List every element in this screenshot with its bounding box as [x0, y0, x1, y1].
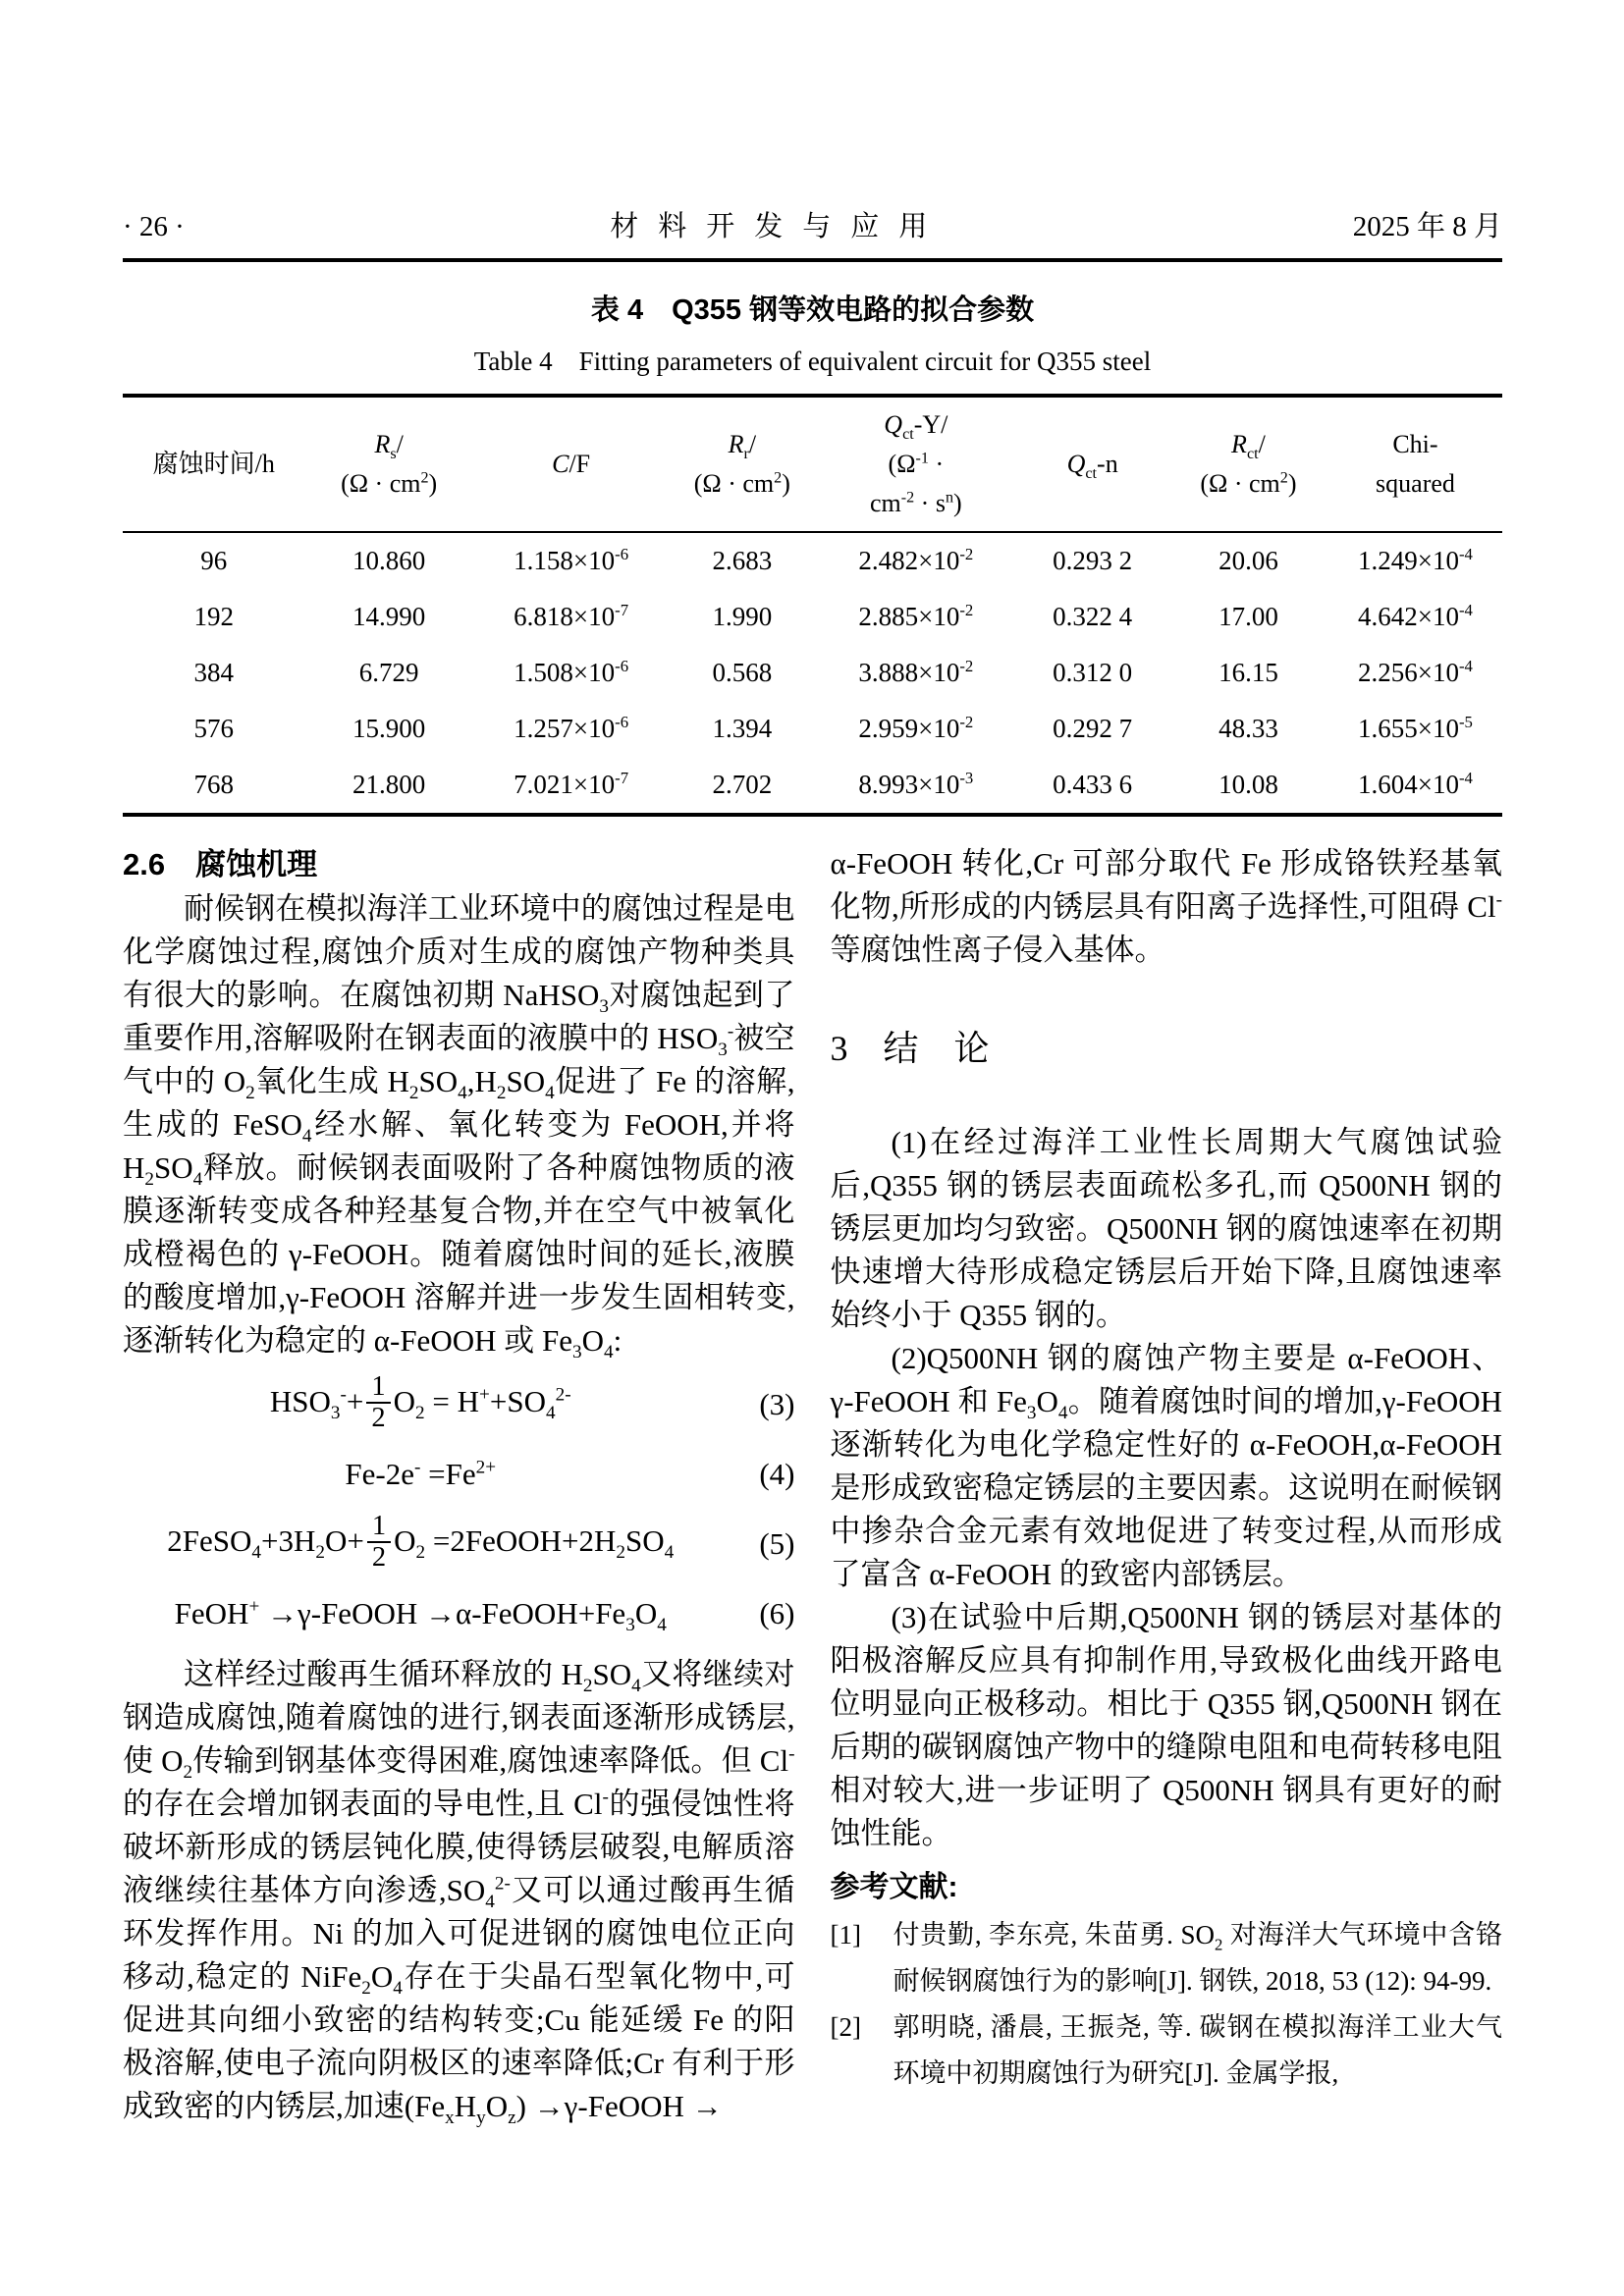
- reference-item: [831, 1912, 1503, 2004]
- table-cell: $8.993\times 10^{-3}$: [858, 769, 974, 799]
- column-header: $R_{ct}/$ $(\Omega \cdot cm^2)$: [1200, 430, 1297, 498]
- table-cell: 10.08: [1218, 770, 1278, 799]
- reference-marker: [2]: [830, 2012, 861, 2042]
- column-header: C/F: [552, 450, 591, 478]
- table-cell: $1.508\times 10^{-6}$: [514, 657, 629, 687]
- fitting-parameters-table: [123, 394, 1502, 817]
- equation-3: [123, 1371, 795, 1435]
- column-header: $Q_{ct}-n$: [1066, 450, 1118, 483]
- table-body: [123, 532, 1502, 815]
- body-columns: [123, 842, 1502, 2128]
- equation-body: $Fe-2e^- =Fe^{2+}$: [345, 1456, 497, 1491]
- table-cell: 1.990: [712, 602, 773, 631]
- page-header: [123, 211, 1502, 242]
- reference-text: 付贵勤, 李东亮, 朱苗勇. $SO_2$ 对海洋大气环境中含铬耐候钢腐蚀行为的影响[J]. 钢铁, 2018, 53 (12): 94-99.: [893, 1920, 1502, 1996]
- table-cell: 16.15: [1218, 658, 1278, 687]
- table-cell: 96: [200, 546, 228, 575]
- table-cell: 15.900: [352, 714, 426, 743]
- table-cell: $1.604\times 10^{-4}$: [1357, 769, 1473, 799]
- body-paragraph: α-FeOOH 转化,Cr 可部分取代 Fe 形成铬铁羟基氧化物,所形成的内锈层具有阳离子选择性,可阻碍 Cl-等腐蚀性离子侵入基体。: [830, 846, 1502, 967]
- table-cell: $4.642\times 10^{-4}$: [1357, 601, 1473, 631]
- conclusion-item-2: (2)Q500NH 钢的腐蚀产物主要是 α-FeOOH、γ-FeOOH 和 $Fe_3O_4$。随着腐蚀时间的增加,γ-FeOOH 逐渐转化为电化学稳定性好的 α-FeOOH,α-FeOOH 是形成致密稳定锈层的主要因素。这说明在耐候钢中掺杂合金元素有效地促进了转变过程,从而形成了富含 α-FeOOH 的致密内部锈层。: [830, 1341, 1502, 1591]
- table-cell: 2.683: [712, 546, 773, 575]
- table-cell: 17.00: [1218, 602, 1278, 631]
- equation-number: (6): [759, 1595, 795, 1630]
- table-cell: 0.293 2: [1053, 546, 1133, 575]
- table-cell: $1.249\times 10^{-4}$: [1357, 545, 1473, 575]
- table-row: [123, 701, 1502, 757]
- table-cell: 20.06: [1218, 546, 1278, 575]
- table-cell: 192: [193, 602, 234, 631]
- header-rule: [123, 258, 1502, 262]
- table-row: [123, 589, 1502, 645]
- right-column: [831, 842, 1503, 2128]
- reference-item: [831, 2004, 1503, 2097]
- conclusion-heading: 3 结 论: [830, 1029, 990, 1068]
- table-cell: 0.292 7: [1053, 714, 1133, 743]
- equation-4: [123, 1447, 795, 1502]
- table-caption-zh: 表 4 Q355 钢等效电路的拟合参数: [590, 294, 1035, 326]
- table-cell: $2.885\times 10^{-2}$: [858, 601, 974, 631]
- table-cell: 21.800: [352, 770, 426, 799]
- section-heading-corrosion-mechanism: 2.6 腐蚀机理: [123, 847, 318, 881]
- equation-body: FeOH+ →γ-FeOOH $\to\alpha-FeOOH+Fe_3O_4$: [174, 1595, 667, 1635]
- equation-number: (4): [759, 1456, 795, 1491]
- equation-5: [123, 1510, 795, 1575]
- equation-body: $HSO_3^-+$ $\frac{1}{2}$ $O_2 = H^++SO_4^{2-}$: [269, 1371, 571, 1433]
- table-cell: 0.568: [712, 658, 773, 687]
- table-cell: 1.394: [712, 714, 773, 743]
- equation-number: (3): [759, 1386, 795, 1421]
- column-header: 腐蚀时间/h: [152, 450, 275, 478]
- table-cell: $1.158\times 10^{-6}$: [514, 545, 629, 575]
- table-row: [123, 757, 1502, 815]
- body-paragraph: 耐候钢在模拟海洋工业环境中的腐蚀过程是电化学腐蚀过程,腐蚀介质对生成的腐蚀产物种类具有很大的影响。在腐蚀初期 NaHSO$_3$对腐蚀起到了重要作用,溶解吸附在钢表面的液膜中的 $HSO_3^-$被空气中的 $O_2$氧化生成 $H_2SO_4,H_2SO_4$促进了 Fe 的溶解,生成的 FeSO$_4$经水解、氧化转变为 FeOOH,并将 $H_2SO_4$释放。耐候钢表面吸附了各种腐蚀物质的液膜逐渐转变成各种羟基复合物,并在空气中被氧化成橙褐色的 γ-FeOOH。随着腐蚀时间的延长,液膜的酸度增加,γ-FeOOH 溶解并进一步发生固相转变,逐渐转化为稳定的 α-FeOOH 或 $Fe_3O_4$:: [123, 891, 795, 1363]
- table-cell: $2.256\times 10^{-4}$: [1357, 657, 1473, 687]
- table-cell: 0.322 4: [1053, 602, 1133, 631]
- conclusion-item-1: (1)在经过海洋工业性长周期大气腐蚀试验后,Q355 钢的锈层表面疏松多孔,而 Q500NH 钢的锈层更加均匀致密。Q500NH 钢的腐蚀速率在初期快速增大待形成稳定锈层后开始下降,且腐蚀速率始终小于 Q355 钢的。: [830, 1125, 1502, 1332]
- equation-6: [123, 1586, 795, 1641]
- table-cell: 768: [193, 770, 234, 799]
- table-cell: 576: [193, 714, 234, 743]
- table-cell: $1.257\times 10^{-6}$: [514, 713, 629, 743]
- table-cell: $7.021\times 10^{-7}$: [514, 769, 629, 799]
- table-cell: 2.702: [712, 770, 773, 799]
- reference-marker: [1]: [830, 1920, 861, 1949]
- column-header: $R_r/$ $(\Omega \cdot cm^2)$: [693, 430, 790, 498]
- journal-title: 材料开发与应用: [610, 211, 947, 242]
- reference-text: 郭明晓, 潘晨, 王振尧, 等. 碳钢在模拟海洋工业大气环境中初期腐蚀行为研究[J]. 金属学报,: [893, 2012, 1502, 2088]
- column-header: Chi- squared: [1376, 430, 1455, 498]
- table-header-row: [123, 396, 1502, 532]
- table-row: [123, 645, 1502, 701]
- table-cell: 48.33: [1218, 714, 1278, 743]
- column-header: $Q_{ct}-Y/$ ($\Omega^{-1}$ · $cm^{-2} \cdot s^n$): [869, 410, 962, 517]
- table-cell: 14.990: [352, 602, 426, 631]
- issue-date: 2025 年 8 月: [1352, 211, 1502, 242]
- table-cell: 10.860: [352, 546, 426, 575]
- body-paragraph: 这样经过酸再生循环释放的 $H_2SO_4$又将继续对钢造成腐蚀,随着腐蚀的进行,钢表面逐渐形成锈层,使 $O_2$传输到钢基体变得困难,腐蚀速率降低。但 Cl-的存在会增加钢表面的导电性,且 Cl-的强侵蚀性将破坏新形成的锈层钝化膜,使得锈层破裂,电解质溶液继续往基体方向渗透$,SO_4^{2-}$又可以通过酸再生循环发挥作用。Ni 的加入可促进钢的腐蚀电位正向移动,稳定的 $NiFe_2O_4$存在于尖晶石型氧化物中,可促进其向细小致密的结构转变;Cu 能延缓 Fe 的阳极溶解,使电子流向阴极区的速率降低;Cr 有利于形成致密的内锈层,加速$(Fe_xH_yO_z)$ →γ-FeOOH →: [123, 1656, 795, 2128]
- table-cell: 384: [193, 658, 234, 687]
- table-cell: $3.888\times 10^{-2}$: [858, 657, 974, 687]
- left-column: [123, 842, 795, 2128]
- table-cell: $6.818\times 10^{-7}$: [514, 601, 629, 631]
- column-header: $R_s/$ $(\Omega \cdot cm^2)$: [341, 430, 438, 498]
- references-heading: 参考文献:: [830, 1871, 958, 1903]
- equation-number: (5): [759, 1525, 795, 1561]
- reference-list: [831, 1912, 1503, 2097]
- table-cell: 0.312 0: [1053, 658, 1133, 687]
- table-cell: $2.959\times 10^{-2}$: [858, 713, 974, 743]
- table-cell: $1.655\times 10^{-5}$: [1357, 713, 1473, 743]
- table-cell: 6.729: [358, 658, 419, 687]
- conclusion-item-3: (3)在试验中后期,Q500NH 钢的锈层对基体的阳极溶解反应具有抑制作用,导致极化曲线开路电位明显向正极移动。相比于 Q355 钢,Q500NH 钢在后期的碳钢腐蚀产物中的缝隙电阻和电荷转移电阻相对较大,进一步证明了 Q500NH 钢具有更好的耐蚀性能。: [830, 1600, 1502, 1850]
- equation-body: $2FeSO_4+3H_2O+$ $\frac{1}{2}$ $O_2$ $=2FeOOH+2H_2SO_4$: [167, 1510, 675, 1573]
- table-cell: $2.482\times 10^{-2}$: [858, 545, 974, 575]
- table-caption-en: Table 4 Fitting parameters of equivalent circuit for Q355 steel: [473, 347, 1152, 376]
- page-number: · 26 ·: [123, 211, 185, 242]
- table-cell: 0.433 6: [1053, 770, 1133, 799]
- table-row: [123, 532, 1502, 589]
